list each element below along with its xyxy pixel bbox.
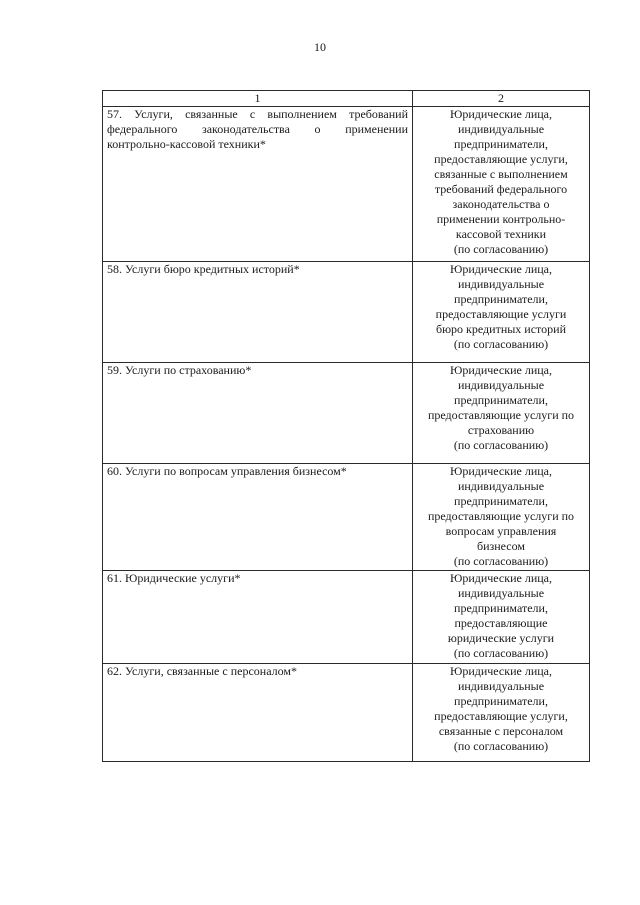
provider-line: предприниматели, (454, 393, 548, 407)
service-cell: 61. Юридические услуги* (103, 571, 413, 664)
table-row (103, 107, 590, 262)
providers-cell (413, 363, 590, 464)
provider-line: (по согласованию) (453, 739, 549, 753)
table-row (103, 464, 590, 571)
provider-line: юридические услуги (447, 631, 555, 645)
provider-line: (по согласованию) (453, 438, 549, 452)
service-cell: 59. Услуги по страхованию* (103, 363, 413, 464)
provider-line: предоставляющие услуги (435, 307, 567, 321)
provider-line: индивидуальные (457, 586, 545, 600)
provider-line: связанные с выполнением (434, 167, 568, 181)
provider-line: (по согласованию) (453, 646, 549, 660)
provider-line: индивидуальные (457, 679, 545, 693)
provider-line: (по согласованию) (453, 242, 549, 256)
provider-line: связанные с персоналом (438, 724, 564, 738)
provider-line: предоставляющие услуги по (427, 408, 575, 422)
provider-line: (по согласованию) (453, 337, 549, 351)
provider-line: индивидуальные (457, 277, 545, 291)
providers-cell (413, 262, 590, 363)
column-header-2: 2 (413, 91, 590, 107)
service-cell: 58. Услуги бюро кредитных историй* (103, 262, 413, 363)
providers-cell (413, 664, 590, 762)
providers-cell (413, 107, 590, 262)
provider-line: Юридические лица, (449, 664, 552, 678)
table-row (103, 262, 590, 363)
provider-line: индивидуальные (457, 122, 545, 136)
provider-line: Юридические лица, (449, 107, 552, 121)
column-header-1: 1 (103, 91, 413, 107)
service-cell: 57. Услуги, связанные с выполнением требований федерального законодательства о применении контрольно-кассовой техники* (103, 107, 413, 262)
provider-line: предприниматели, (454, 137, 548, 151)
provider-line: Юридические лица, (449, 571, 552, 585)
provider-line: вопросам управления (445, 524, 557, 538)
service-cell: 60. Услуги по вопросам управления бизнесом* (103, 464, 413, 571)
provider-line: индивидуальные (457, 479, 545, 493)
provider-line: Юридические лица, (449, 464, 552, 478)
provider-line: предприниматели, (454, 494, 548, 508)
table-row (103, 571, 590, 664)
provider-line: кассовой техники (455, 227, 547, 241)
provider-line: Юридические лица, (449, 262, 552, 276)
provider-line: предоставляющие услуги, (434, 152, 568, 166)
providers-cell (413, 571, 590, 664)
provider-line: предприниматели, (454, 601, 548, 615)
provider-line: применении контрольно- (436, 212, 566, 226)
page-number: 10 (314, 40, 326, 54)
provider-line: предоставляющие услуги по (427, 509, 575, 523)
provider-line: предоставляющие (454, 616, 548, 630)
provider-line: бюро кредитных историй (435, 322, 566, 336)
services-table (102, 90, 590, 762)
provider-line: индивидуальные (457, 378, 545, 392)
provider-line: страхованию (467, 423, 535, 437)
service-cell: 62. Услуги, связанные с персоналом* (103, 664, 413, 762)
provider-line: Юридические лица, (449, 363, 552, 377)
provider-line: (по согласованию) (453, 554, 549, 568)
provider-line: предприниматели, (454, 292, 548, 306)
table-row (103, 664, 590, 762)
providers-cell (413, 464, 590, 571)
provider-line: предоставляющие услуги, (434, 709, 568, 723)
provider-line: предприниматели, (454, 694, 548, 708)
table-header-row (103, 91, 590, 107)
table-row (103, 363, 590, 464)
provider-line: бизнесом (476, 539, 525, 553)
provider-line: законодательства о (452, 197, 550, 211)
provider-line: требований федерального (434, 182, 568, 196)
